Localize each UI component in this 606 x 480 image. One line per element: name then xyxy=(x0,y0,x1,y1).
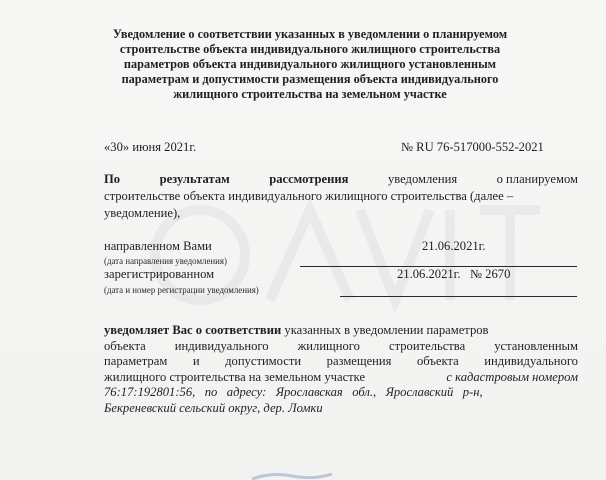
notice-text: указанных в уведомлении параметров xyxy=(281,323,489,337)
registered-hint: (дата и номер регистрации уведомления) xyxy=(104,285,259,295)
notice-word: установленным xyxy=(494,338,578,353)
intro-word: о планируемом xyxy=(496,172,578,186)
notice-word: индивидуального xyxy=(174,338,269,353)
notice-word: объекта xyxy=(104,338,146,353)
intro-paragraph xyxy=(104,171,578,222)
intro-word: уведомления xyxy=(387,172,458,186)
notice-word: допустимости xyxy=(225,354,302,369)
title-line: строительстве объекта индивидуального жилищного строительства xyxy=(119,42,501,56)
registered-value: 21.06.2021г. № 2670 xyxy=(397,267,511,281)
intro-word: результатам xyxy=(159,172,230,186)
intro-line: уведомление), xyxy=(104,206,181,220)
cadastral-label: с кадастровым номером xyxy=(446,369,578,384)
title-line: жилищного строительства на земельном участке xyxy=(173,87,447,101)
sent-date-value: 21.06.2021г. xyxy=(422,239,486,253)
sent-label: направленном Вами xyxy=(104,239,212,253)
notice-word: индивидуального xyxy=(484,354,578,369)
notice-word: параметрам xyxy=(104,354,168,369)
intro-word: рассмотрения xyxy=(269,172,349,186)
notice-word: размещения xyxy=(326,354,392,369)
notice-word: жилищного xyxy=(297,338,360,353)
document-date: «30» июня 2021г. xyxy=(104,140,197,154)
notice-word: строительства xyxy=(389,338,466,353)
stamp-fragment-icon xyxy=(252,470,332,480)
notice-word: и xyxy=(192,354,200,369)
address-line: Бекреневский сельский округ, дер. Ломки xyxy=(104,400,323,415)
notice-text: жилищного строительства на земельном участке xyxy=(104,369,366,384)
sent-hint: (дата направления уведомления) xyxy=(104,256,227,266)
document-number: № RU 76-517000-552-2021 xyxy=(401,140,544,154)
notice-word: объекта xyxy=(416,354,459,369)
title-line: Уведомление о соответствии указанных в уведомлении о планируемом xyxy=(112,27,508,41)
notice-paragraph xyxy=(104,323,578,417)
title-line: параметров объекта индивидуального жилищного установленным xyxy=(123,57,497,71)
registered-underline xyxy=(340,296,577,297)
notice-lead: уведомляет Вас о соответствии xyxy=(104,323,282,337)
cadastral-address: 76:17:192801:56, по адресу: Ярославская обл., Ярославский р-н, xyxy=(104,385,483,400)
registered-label: зарегистрированном xyxy=(104,267,215,281)
document-title xyxy=(100,27,520,102)
intro-word: По xyxy=(104,172,121,186)
intro-line: строительстве объекта индивидуального жилищного строительства (далее – xyxy=(104,189,514,203)
title-line: параметрам и допустимости размещения объекта индивидуального xyxy=(121,72,499,86)
